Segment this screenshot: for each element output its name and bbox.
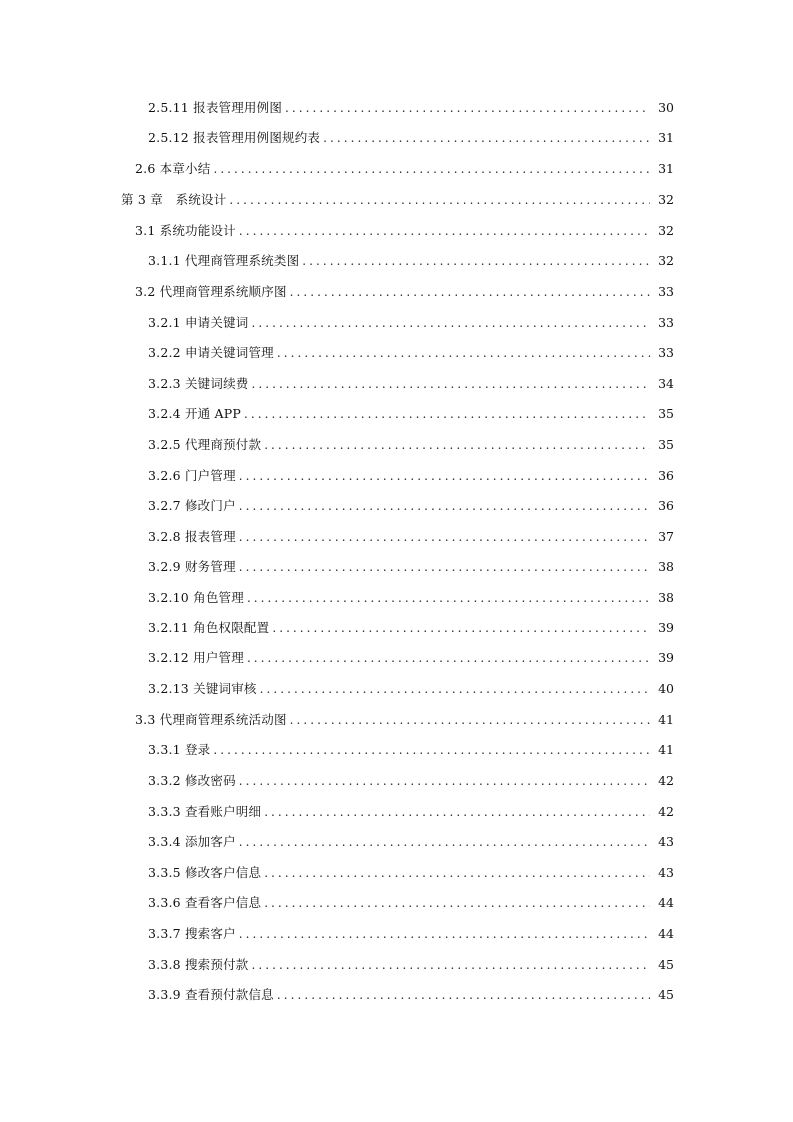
toc-dot-leader (264, 802, 650, 822)
toc-entry-title: 3.3.5 修改客户信息 (148, 865, 262, 880)
toc-dot-leader (302, 251, 650, 271)
toc-dot-leader (213, 159, 650, 179)
toc-entry-title: 第 3 章 系统设计 (121, 192, 227, 207)
toc-dot-leader (277, 985, 650, 1005)
toc-entry-title: 3.2.4 开通 APP (148, 406, 242, 421)
toc-entry-page-number: 36 (658, 468, 674, 483)
toc-dot-leader (244, 404, 650, 424)
toc-dot-leader (239, 496, 650, 516)
toc-dot-leader (239, 771, 650, 791)
toc-entry-title: 3.3.6 查看客户信息 (148, 895, 262, 910)
toc-dot-leader (251, 374, 650, 394)
toc-entry-title: 3.3.1 登录 (148, 742, 211, 757)
toc-entry-page-number: 37 (658, 529, 674, 544)
toc-entry-page-number: 35 (658, 406, 674, 421)
toc-entry-page-number: 40 (658, 681, 674, 696)
toc-dot-leader (277, 343, 650, 363)
toc-entry-title: 3.2.5 代理商预付款 (148, 437, 262, 452)
toc-entry-page-number: 31 (658, 130, 674, 145)
toc-entry-title: 3.3.9 查看预付款信息 (148, 987, 274, 1002)
toc-entry-title: 2.5.12 报表管理用例图规约表 (148, 130, 321, 145)
toc-entry-title: 3.1 系统功能设计 (135, 223, 236, 238)
toc-dot-leader (290, 282, 650, 302)
toc-entry[interactable] (148, 557, 674, 577)
toc-entry-title: 3.3.2 修改密码 (148, 773, 236, 788)
toc-entry[interactable] (148, 679, 674, 699)
toc-entry[interactable] (148, 863, 674, 883)
toc-entry-page-number: 43 (658, 865, 674, 880)
toc-entry[interactable] (148, 924, 674, 944)
toc-entry-page-number: 42 (658, 773, 674, 788)
toc-entry-title: 3.2.9 财务管理 (148, 559, 236, 574)
toc-entry[interactable] (135, 282, 674, 302)
toc-entry-title: 3.2.6 门户管理 (148, 468, 236, 483)
toc-entry-title: 2.5.11 报表管理用例图 (148, 100, 283, 115)
toc-entry-page-number: 32 (658, 253, 674, 268)
toc-entry-page-number: 33 (658, 345, 674, 360)
toc-dot-leader (264, 863, 650, 883)
toc-entry-title: 3.3.7 搜索客户 (148, 926, 236, 941)
toc-entry-title: 3.2.8 报表管理 (148, 529, 236, 544)
toc-entry-title: 3.2.10 角色管理 (148, 590, 244, 605)
toc-dot-leader (285, 98, 650, 118)
toc-entry-page-number: 45 (658, 957, 674, 972)
toc-entry[interactable] (148, 404, 674, 424)
toc-dot-leader (213, 740, 650, 760)
toc-entry[interactable] (148, 771, 674, 791)
toc-entry-page-number: 34 (658, 376, 674, 391)
toc-dot-leader (247, 588, 650, 608)
toc-dot-leader (239, 557, 650, 577)
toc-entry[interactable] (148, 466, 674, 486)
toc-entry[interactable] (135, 710, 674, 730)
toc-entry-page-number: 39 (658, 620, 674, 635)
toc-dot-leader (264, 893, 650, 913)
toc-dot-leader (251, 313, 650, 333)
toc-dot-leader (239, 832, 650, 852)
toc-entry[interactable] (148, 802, 674, 822)
toc-entry[interactable] (135, 221, 674, 241)
toc-dot-leader (260, 679, 650, 699)
toc-entry[interactable] (148, 435, 674, 455)
toc-dot-leader (229, 190, 650, 210)
toc-entry-page-number: 38 (658, 590, 674, 605)
toc-entry[interactable] (148, 527, 674, 547)
toc-entry-title: 3.2.2 申请关键词管理 (148, 345, 274, 360)
toc-entry-page-number: 33 (658, 284, 674, 299)
toc-entry-title: 3.2.1 申请关键词 (148, 315, 249, 330)
toc-entry-title: 3.3.4 添加客户 (148, 834, 236, 849)
toc-entry[interactable] (148, 343, 674, 363)
toc-entry-title: 3.2.11 角色权限配置 (148, 620, 270, 635)
toc-entry[interactable] (148, 313, 674, 333)
toc-entry-title: 3.2.7 修改门户 (148, 498, 236, 513)
toc-entry[interactable] (148, 374, 674, 394)
toc-entry-page-number: 39 (658, 650, 674, 665)
toc-dot-leader (323, 128, 650, 148)
toc-entry-title: 3.2.13 关键词审核 (148, 681, 257, 696)
toc-entry[interactable] (121, 190, 674, 210)
toc-entry[interactable] (148, 648, 674, 668)
toc-entry[interactable] (148, 740, 674, 760)
toc-entry[interactable] (148, 251, 674, 271)
toc-dot-leader (272, 618, 650, 638)
toc-dot-leader (239, 924, 650, 944)
toc-dot-leader (264, 435, 650, 455)
toc-dot-leader (290, 710, 650, 730)
toc-entry[interactable] (148, 955, 674, 975)
toc-entry[interactable] (148, 98, 674, 118)
toc-entry-title: 3.3.8 搜索预付款 (148, 957, 249, 972)
toc-entry-page-number: 33 (658, 315, 674, 330)
toc-entry-title: 3.3.3 查看账户明细 (148, 804, 262, 819)
toc-entry-page-number: 45 (658, 987, 674, 1002)
toc-entry[interactable] (148, 618, 674, 638)
toc-entry-page-number: 41 (658, 712, 674, 727)
toc-dot-leader (239, 466, 650, 486)
toc-dot-leader (239, 527, 650, 547)
toc-entry-page-number: 31 (658, 161, 674, 176)
toc-entry-page-number: 36 (658, 498, 674, 513)
toc-entry-title: 3.3 代理商管理系统活动图 (135, 712, 287, 727)
toc-entry-page-number: 30 (658, 100, 674, 115)
toc-entry-page-number: 38 (658, 559, 674, 574)
toc-entry-page-number: 32 (658, 192, 674, 207)
toc-entry-page-number: 42 (658, 804, 674, 819)
toc-entry-page-number: 32 (658, 223, 674, 238)
toc-entry-title: 3.2.3 关键词续费 (148, 376, 249, 391)
toc-entry-page-number: 41 (658, 742, 674, 757)
toc-dot-leader (251, 955, 650, 975)
toc-entry[interactable] (148, 496, 674, 516)
toc-entry[interactable] (135, 159, 674, 179)
toc-dot-leader (239, 221, 650, 241)
toc-entry-page-number: 44 (658, 895, 674, 910)
toc-entry[interactable] (148, 985, 674, 1005)
toc-entry[interactable] (148, 893, 674, 913)
toc-entry[interactable] (148, 128, 674, 148)
toc-entry-page-number: 43 (658, 834, 674, 849)
toc-entry-page-number: 44 (658, 926, 674, 941)
toc-entry-title: 3.2.12 用户管理 (148, 650, 244, 665)
toc-entry-page-number: 35 (658, 437, 674, 452)
toc-dot-leader (247, 648, 650, 668)
toc-entry-title: 3.2 代理商管理系统顺序图 (135, 284, 287, 299)
toc-entry-title: 3.1.1 代理商管理系统类图 (148, 253, 300, 268)
toc-entry-title: 2.6 本章小结 (135, 161, 211, 176)
toc-entry[interactable] (148, 832, 674, 852)
toc-entry[interactable] (148, 588, 674, 608)
